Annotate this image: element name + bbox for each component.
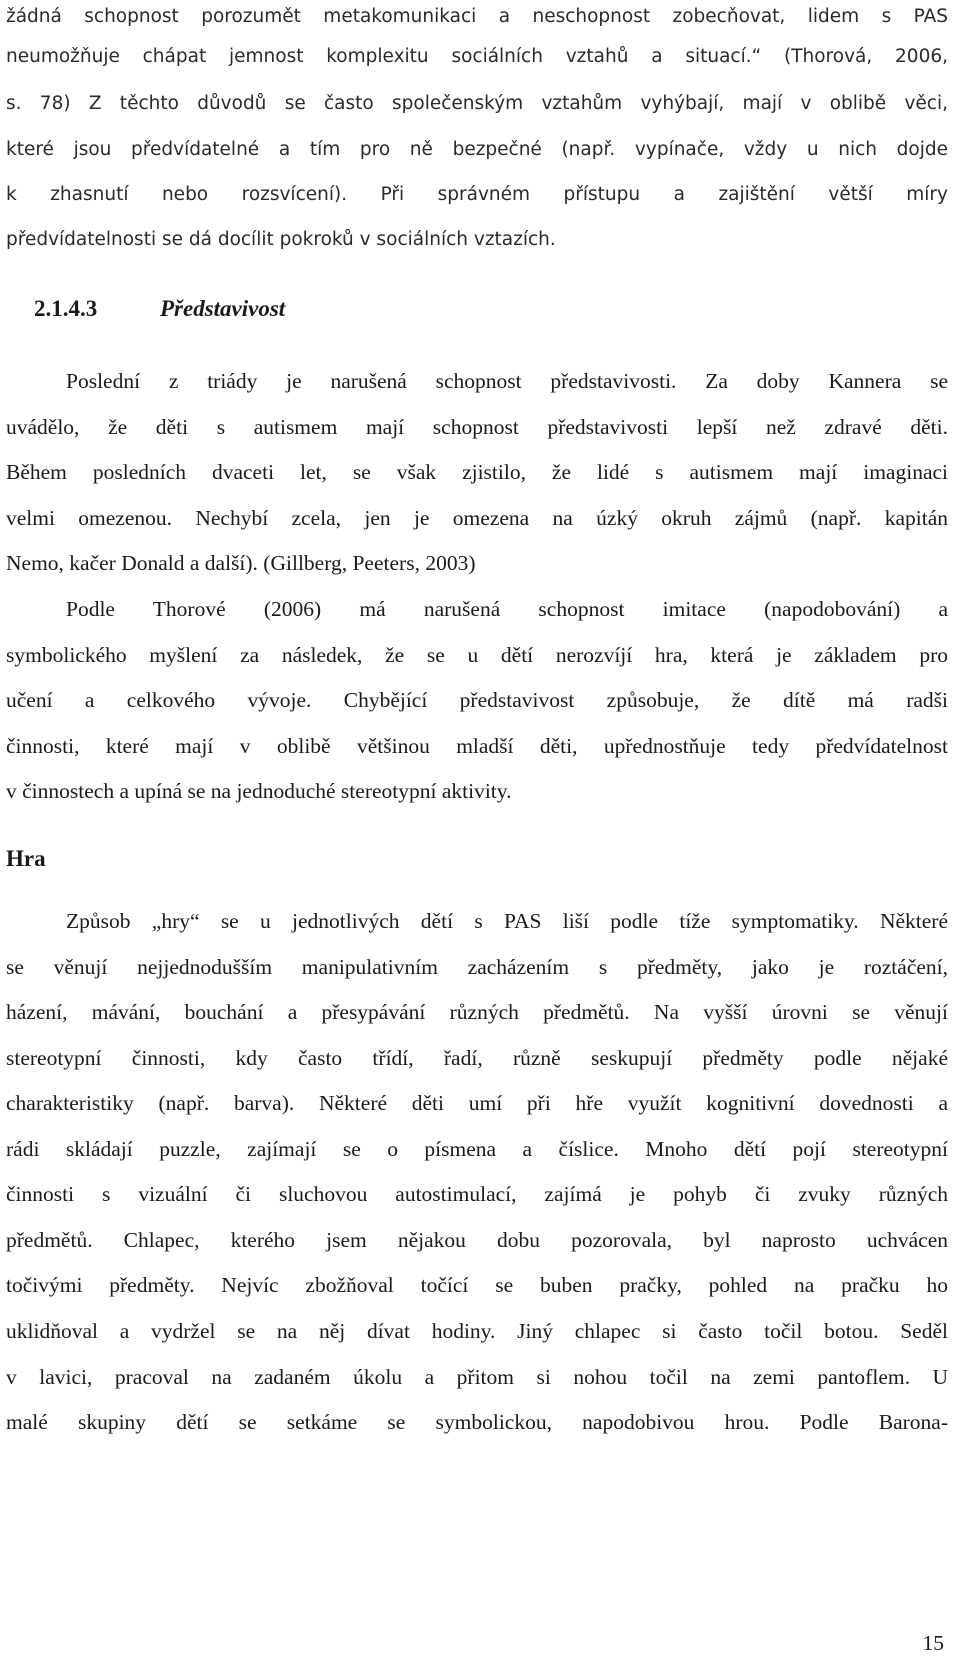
text-line: velmi omezenou. Nechybí zcela, jen je omezena na úzký okruh zájmů (např. kapitán — [6, 506, 948, 530]
text-line: Způsob „hry“ se u jednotlivých dětí s PAS liší podle tíže symptomatiky. Některé — [66, 909, 948, 933]
text-line: k zhasnutí nebo rozsvícení). Při správném přístupu a zajištění větší míry — [6, 184, 948, 205]
text-line: předmětů. Chlapec, kterého jsem nějakou dobu pozorovala, byl naprosto uchvácen — [6, 1228, 948, 1252]
text-line: házení, mávání, bouchání a přesypávání různých předmětů. Na vyšší úrovni se věnují — [6, 1000, 948, 1024]
text-line: učení a celkového vývoje. Chybějící představivost způsobuje, že dítě má radši — [6, 688, 948, 712]
section-heading — [34, 286, 285, 332]
text-line: činnosti, které mají v oblibě většinou mladší děti, upřednostňuje tedy předvídatelnost — [6, 734, 948, 758]
text-line: malé skupiny dětí se setkáme se symbolickou, napodobivou hrou. Podle Barona- — [6, 1410, 948, 1434]
text-line: se věnují nejjednodušším manipulativním zacházením s předměty, jako je roztáčení, — [6, 955, 948, 979]
text-line: uvádělo, že děti s autismem mají schopnost představivosti lepší než zdravé děti. — [6, 415, 948, 439]
text-line: Poslední z triády je narušená schopnost představivosti. Za doby Kannera se — [66, 369, 948, 393]
text-line: předvídatelnosti se dá docílit pokroků v sociálních vztazích. — [6, 229, 556, 250]
text-line: Nemo, kačer Donald a další). (Gillberg, Peeters, 2003) — [6, 551, 476, 575]
text-line: uklidňoval a vydržel se na něj dívat hodiny. Jiný chlapec si často točil botou. Seděl — [6, 1319, 948, 1343]
subheading-hra: Hra — [6, 846, 46, 871]
text-line: stereotypní činnosti, kdy často třídí, řadí, různě seskupují předměty podle nějaké — [6, 1046, 948, 1070]
text-line: točivými předměty. Nejvíc zbožňoval točící se buben pračky, pohled na pračku ho — [6, 1273, 948, 1297]
text-line: které jsou předvídatelné a tím pro ně bezpečné (např. vypínače, vždy u nich dojde — [6, 139, 948, 160]
text-line: v činnostech a upíná se na jednoduché stereotypní aktivity. — [6, 779, 512, 803]
text-line: charakteristiky (např. barva). Některé děti umí při hře využít kognitivní dovednosti a — [6, 1091, 948, 1115]
text-line: Během posledních dvaceti let, se však zjistilo, že lidé s autismem mají imaginaci — [6, 460, 948, 484]
section-title: Představivost — [160, 296, 286, 321]
text-line: činnosti s vizuální či sluchovou autostimulací, zajímá je pohyb či zvuky různých — [6, 1182, 948, 1206]
text-line: žádná schopnost porozumět metakomunikaci a neschopnost zobecňovat, lidem s PAS — [6, 6, 948, 27]
text-line: neumožňuje chápat jemnost komplexitu sociálních vztahů a situací.“ (Thorová, 2006, — [6, 46, 948, 67]
page-number: 15 — [922, 1631, 944, 1655]
text-line: rádi skládají puzzle, zajímají se o písmena a číslice. Mnoho dětí pojí stereotypní — [6, 1137, 948, 1161]
text-line: v lavici, pracoval na zadaném úkolu a přitom si nohou točil na zemi pantoflem. U — [6, 1365, 948, 1389]
text-line: s. 78) Z těchto důvodů se často společenským vztahům vyhýbají, mají v oblibě věci, — [6, 93, 948, 114]
text-line: symbolického myšlení za následek, že se u dětí nerozvíjí hra, která je základem pro — [6, 643, 948, 667]
text-line: Podle Thorové (2006) má narušená schopnost imitace (napodobování) a — [66, 597, 948, 621]
section-number: 2.1.4.3 — [34, 296, 98, 321]
